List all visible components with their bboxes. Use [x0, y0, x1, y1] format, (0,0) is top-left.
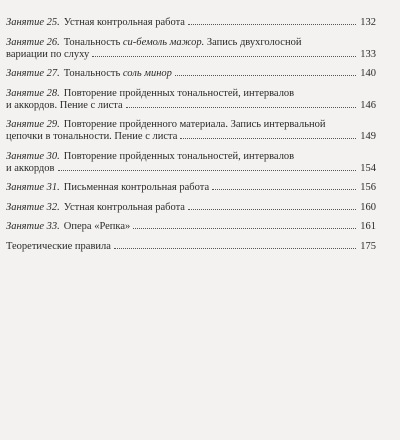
page-number: 149 [360, 131, 376, 142]
lesson-title: и аккордов. Пение с листа [6, 99, 123, 111]
dot-leader [133, 227, 356, 229]
key-name-italic: соль минор [122, 68, 172, 79]
lesson-title: Опера «Репка» [63, 221, 131, 232]
page-number: 140 [360, 68, 376, 79]
lesson-title: Теоретические правила [6, 240, 111, 252]
dot-leader [126, 106, 356, 108]
page-number: 161 [360, 221, 376, 232]
toc-entry [6, 241, 376, 253]
lesson-label: Занятие 29. [6, 119, 60, 130]
toc-entry-line [6, 17, 358, 29]
lesson-title: Тональность [63, 36, 123, 48]
toc-entry-line [6, 202, 358, 214]
lesson-title: Запись двухголосной [204, 36, 302, 48]
dot-leader [188, 208, 356, 210]
key-name-italic: си-бемоль мажор. [122, 36, 205, 48]
dot-leader [212, 188, 356, 190]
page-number: 160 [360, 201, 376, 213]
dot-leader [175, 74, 356, 76]
lesson-title: Тональность [63, 68, 123, 79]
page-number: 132 [360, 17, 376, 28]
dot-leader [92, 55, 356, 57]
toc-entry-continuation [6, 100, 358, 112]
lesson-title: Повторение пройденных тональностей, интервалов [63, 87, 295, 99]
toc-entry-text [6, 88, 358, 112]
toc-entry-line [6, 151, 358, 163]
toc-entry [6, 88, 376, 112]
page-number: 133 [360, 48, 376, 60]
lesson-title: Повторение пройденного материала. Запись интервальной [63, 119, 326, 130]
lesson-label: Занятие 31. [6, 182, 60, 193]
lesson-title: вариации по слуху [6, 48, 90, 60]
lesson-title: и аккордов [6, 162, 55, 174]
lesson-label: Занятие 33. [6, 221, 60, 232]
lesson-title: Устная контрольная работа [63, 17, 185, 28]
lesson-label: Занятие 32. [6, 201, 60, 213]
toc-entry-line [6, 221, 358, 233]
toc-entry-text [6, 119, 358, 143]
toc-entry [6, 17, 376, 29]
page-number: 146 [360, 99, 376, 111]
dot-leader [188, 23, 356, 25]
lesson-label: Занятие 27. [6, 68, 60, 79]
page-number: 154 [360, 162, 376, 174]
toc-entry [6, 221, 376, 233]
toc-entry-line [6, 119, 358, 131]
toc-entry [6, 151, 376, 175]
toc-entry-text [6, 241, 358, 253]
toc-entry-line [6, 182, 358, 194]
toc-entry-continuation [6, 163, 358, 175]
dot-leader [114, 247, 356, 249]
page-number: 175 [360, 240, 376, 252]
toc-entry-text [6, 182, 358, 194]
toc-entry-text [6, 68, 358, 80]
toc-entry-line [6, 241, 358, 253]
toc-entry-line [6, 37, 358, 49]
toc-entry-text [6, 17, 358, 29]
lesson-label: Занятие 26. [6, 36, 60, 48]
dot-leader [180, 137, 356, 139]
page-number: 156 [360, 182, 376, 193]
toc-entry-continuation [6, 131, 358, 143]
lesson-label: Занятие 28. [6, 87, 60, 99]
toc-entry-text [6, 221, 358, 233]
table-of-contents [6, 17, 376, 260]
toc-entry [6, 119, 376, 143]
toc-entry-continuation [6, 49, 358, 61]
lesson-label: Занятие 25. [6, 17, 60, 28]
lesson-title: цепочки в тональности. Пение с листа [6, 131, 178, 142]
toc-entry [6, 182, 376, 194]
lesson-label: Занятие 30. [6, 150, 60, 162]
toc-entry [6, 68, 376, 80]
lesson-title: Устная контрольная работа [63, 201, 185, 213]
toc-entry-text [6, 37, 358, 61]
lesson-title: Повторение пройденных тональностей, интервалов [63, 150, 295, 162]
toc-entry [6, 37, 376, 61]
lesson-title: Письменная контрольная работа [63, 182, 210, 193]
dot-leader [58, 169, 357, 171]
toc-entry-text [6, 151, 358, 175]
toc-entry-text [6, 202, 358, 214]
toc-entry-line [6, 88, 358, 100]
toc-entry-line [6, 68, 358, 80]
toc-entry [6, 202, 376, 214]
